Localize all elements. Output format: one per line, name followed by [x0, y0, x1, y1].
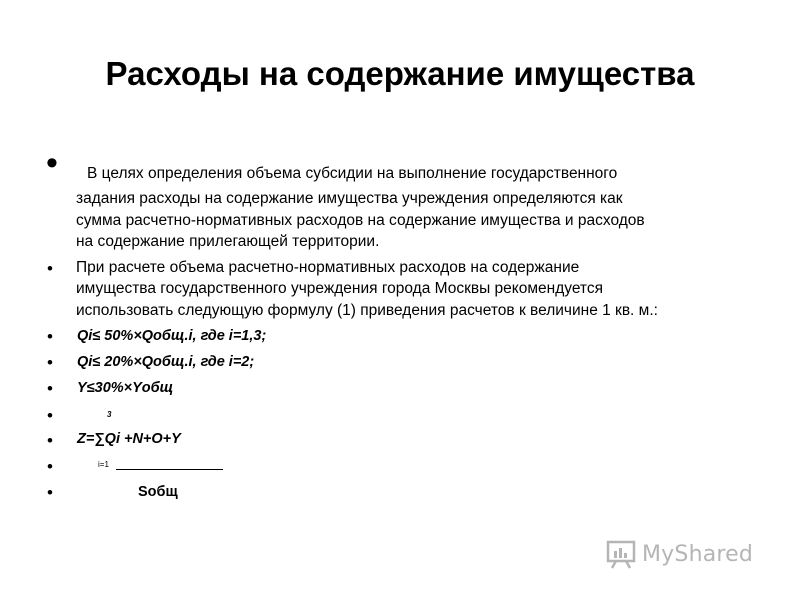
slide-title: Расходы на содержание имущества: [105, 55, 695, 92]
paragraph-1-line-4: на содержание прилегающей территории.: [76, 233, 380, 250]
paragraph-1-line-3: сумма расчетно-нормативных расходов на содержание имущества и расходов: [76, 212, 645, 229]
watermark-text: MyShared: [642, 541, 754, 567]
formula-q-2: Qi≤ 20%×Qобщ.i, где i=2;: [77, 354, 255, 370]
bullet-marker: •: [47, 457, 53, 476]
formula-q-1-3: Qi≤ 50%×Qобщ.i, где i=1,3;: [77, 328, 267, 344]
sum-lower-limit: i=1: [98, 460, 109, 469]
paragraph-1-line-1: В целях определения объема субсидии на выполнение государственного: [87, 165, 618, 182]
formula-z: Z=∑Qi +N+O+Y: [77, 431, 181, 447]
fraction-line: [116, 469, 223, 470]
formula-y: Y≤30%×Yобщ: [77, 380, 174, 396]
bullet-marker: •: [47, 353, 53, 372]
bullet-marker: •: [47, 483, 53, 502]
bullet-marker: •: [46, 144, 58, 182]
bullet-marker: •: [47, 379, 53, 398]
watermark-logo: [606, 537, 753, 571]
formula-denominator: Sобщ: [138, 484, 178, 500]
paragraph-2-line-1: При расчете объема расчетно-нормативных расходов на содержание: [76, 259, 580, 276]
paragraph-1-line-2: задания расходы на содержание имущества учреждения определяются как: [76, 190, 623, 207]
paragraph-2-line-3: использовать следующую формулу (1) приведения расчетов к величине 1 кв. м.:: [76, 302, 658, 319]
bullet-marker: •: [47, 431, 53, 450]
bullet-marker: •: [47, 259, 53, 278]
sum-upper-limit: 3: [107, 410, 112, 419]
bullet-marker: •: [47, 327, 53, 346]
bullet-marker: •: [47, 406, 53, 425]
presentation-board-icon: [606, 539, 638, 569]
paragraph-2-line-2: имущества государственного учреждения города Москвы рекомендуется: [76, 280, 603, 297]
